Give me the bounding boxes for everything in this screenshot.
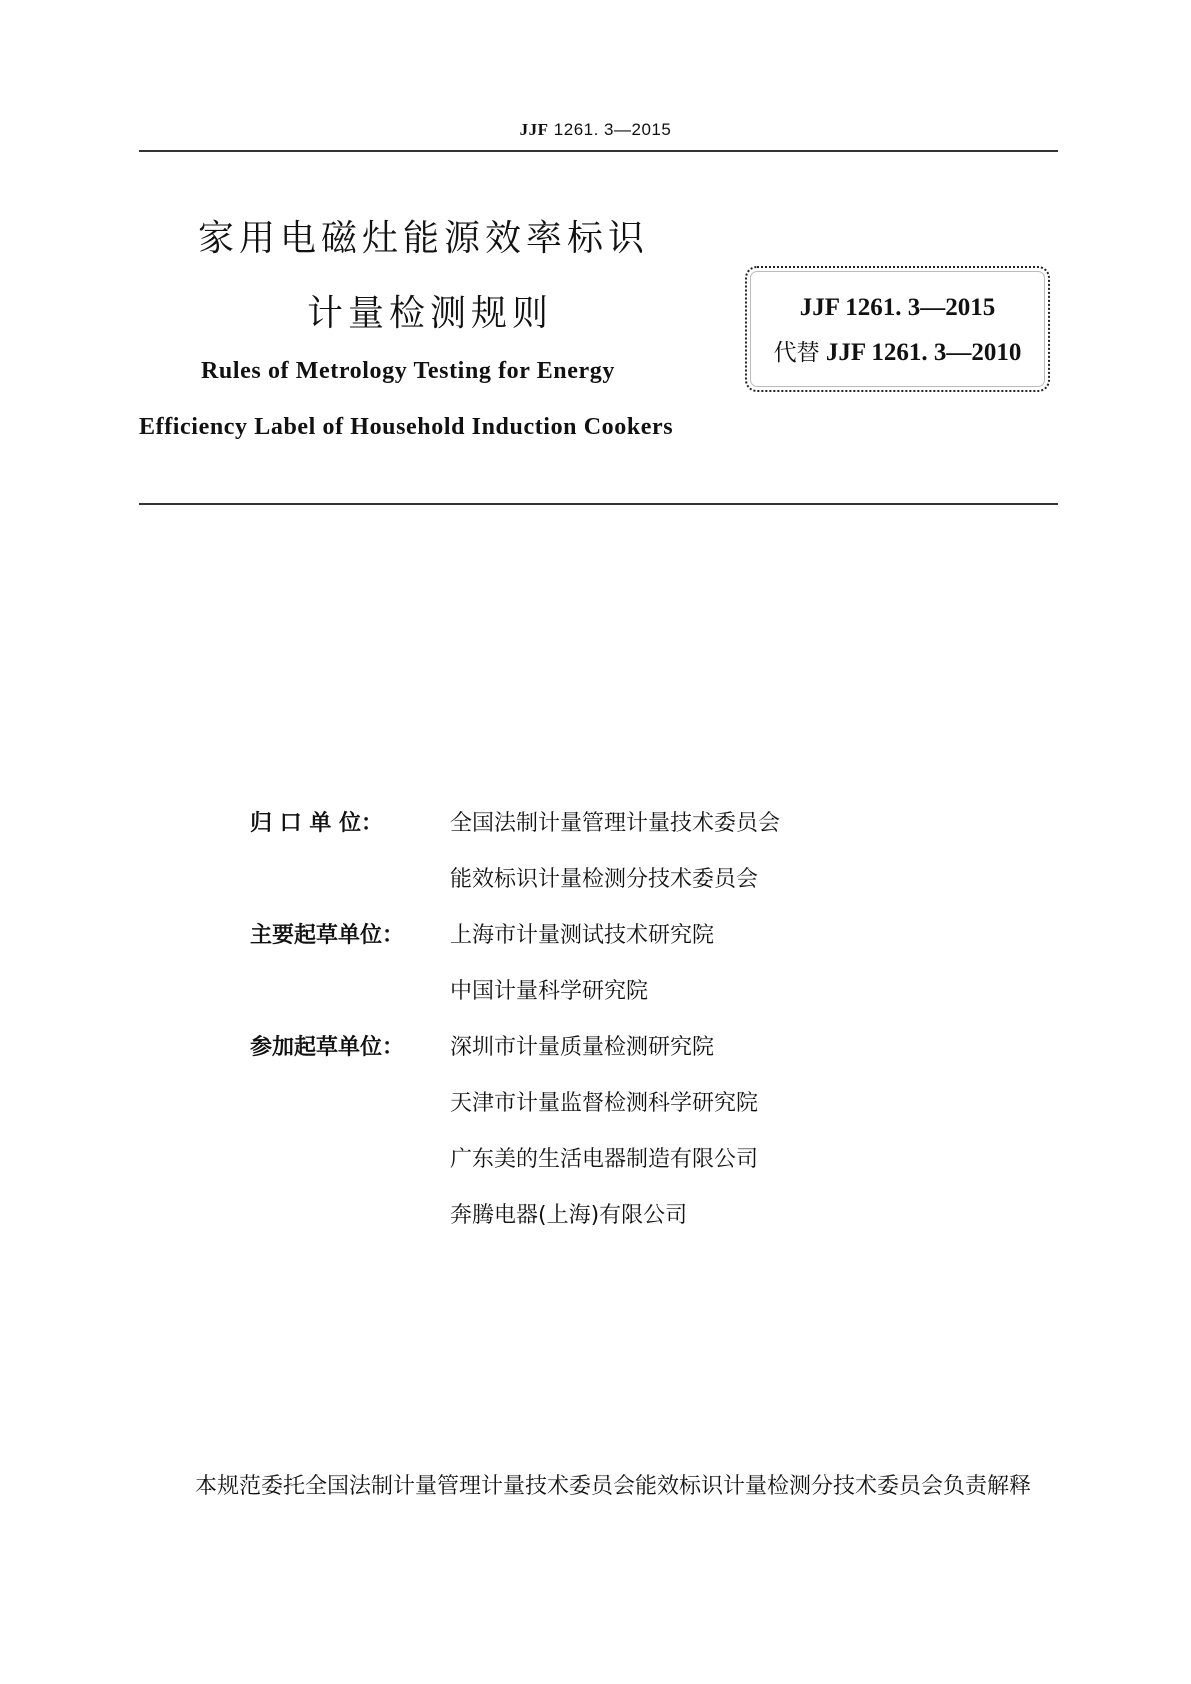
main-drafting-unit: 上海市计量测试技术研究院 (450, 923, 715, 948)
replaces-label: 代替 (773, 340, 820, 366)
responsible-unit: 全国法制计量管理计量技术委员会 (450, 811, 781, 836)
participating-unit-2: 天津市计量监督检测科学研究院 (450, 1091, 759, 1116)
bottom-rule (139, 503, 1058, 505)
responsible-label: 归 口 单 位： (250, 811, 383, 836)
running-header (0, 120, 1191, 140)
responsible-unit-cont: 能效标识计量检测分技术委员会 (450, 867, 759, 892)
main-drafting-unit-cont: 中国计量科学研究院 (450, 979, 649, 1004)
title-cn-line2: 计量检测规则 (307, 293, 554, 334)
top-rule (139, 150, 1058, 152)
responsible-unit-row (250, 806, 780, 837)
participating-unit-4: 奔腾电器(上海)有限公司 (450, 1203, 688, 1228)
replaces-number: JJF 1261. 3—2010 (819, 339, 1022, 366)
standard-number-box (745, 266, 1050, 392)
participating-unit: 深圳市计量质量检测研究院 (450, 1035, 715, 1060)
participating-label: 参加起草单位： (250, 1035, 405, 1060)
participating-unit-3: 广东美的生活电器制造有限公司 (450, 1147, 759, 1172)
main-drafting-row (250, 918, 714, 949)
main-drafting-label: 主要起草单位： (250, 923, 405, 948)
title-en-line1: Rules of Metrology Testing for Energy (201, 358, 615, 384)
replaces-line (747, 334, 1048, 367)
title-en-line2: Efficiency Label of Household Induction Cookers (139, 414, 674, 440)
header-prefix: JJF (519, 120, 549, 139)
title-cn-line1: 家用电磁灶能源效率标识 (198, 218, 650, 259)
participating-row (250, 1030, 714, 1061)
standard-number: JJF 1261. 3—2015 (799, 294, 996, 321)
header-code: 1261. 3—2015 (548, 120, 672, 139)
interpretation-note: 本规范委托全国法制计量管理计量技术委员会能效标识计量检测分技术委员会负责解释 (195, 1474, 1032, 1499)
